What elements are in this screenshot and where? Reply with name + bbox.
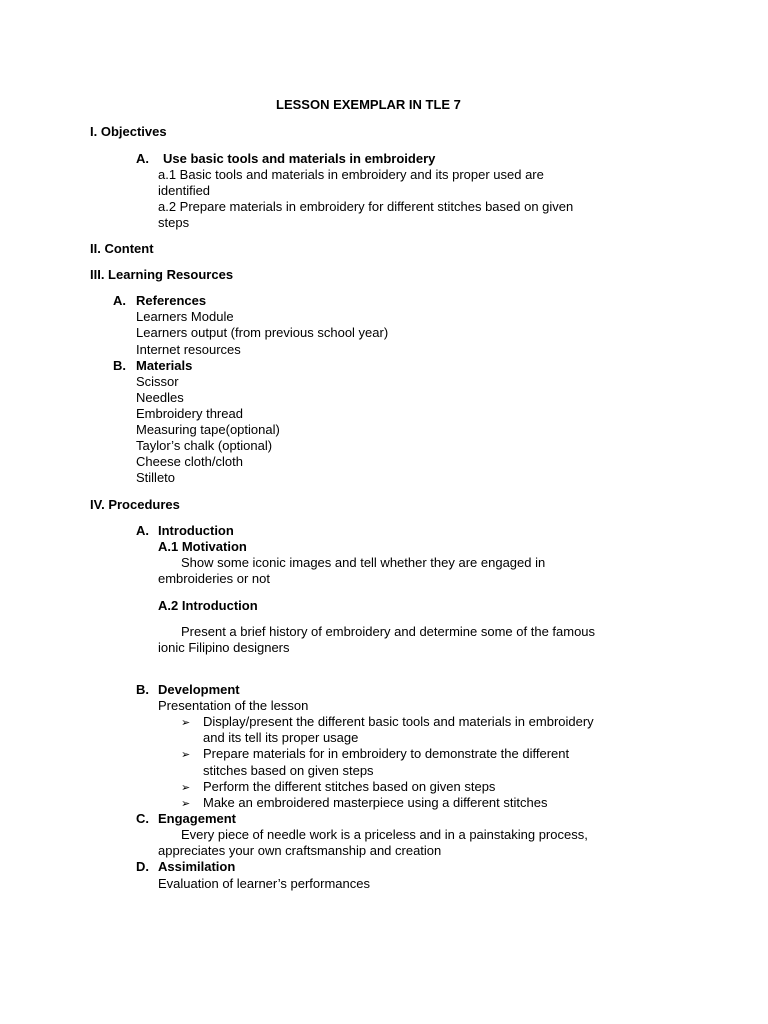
objective-a-label: A. — [136, 151, 149, 166]
materials-label: B. — [113, 358, 126, 373]
section-objectives-heading: I. Objectives — [90, 124, 167, 139]
objective-a1-line2: identified — [158, 183, 211, 198]
introduction-title: Introduction — [158, 523, 234, 538]
arrow-bullet-icon: ➢ — [181, 749, 191, 761]
materials-title: Materials — [136, 358, 193, 373]
development-bullet-4: Make an embroidered masterpiece using a different stitches — [203, 795, 548, 810]
introduction-label: A. — [136, 523, 149, 538]
objective-a2-line2: steps — [158, 215, 190, 230]
arrow-bullet-icon: ➢ — [181, 798, 191, 810]
material-item: Needles — [136, 390, 184, 405]
intro-line2: ionic Filipino designers — [158, 640, 290, 655]
intro-subsection-title: A.2 Introduction — [158, 598, 258, 613]
development-subtitle: Presentation of the lesson — [158, 698, 309, 713]
material-item: Cheese cloth/cloth — [136, 454, 243, 469]
section-content-heading: II. Content — [90, 241, 154, 256]
arrow-bullet-icon: ➢ — [181, 717, 191, 729]
assimilation-line1: Evaluation of learner’s performances — [158, 876, 370, 891]
intro-line1: Present a brief history of embroidery and determine some of the famous — [181, 624, 596, 639]
document-title: LESSON EXEMPLAR IN TLE 7 — [276, 97, 461, 112]
material-item: Scissor — [136, 374, 179, 389]
assimilation-title: Assimilation — [158, 859, 236, 874]
engagement-label: C. — [136, 811, 149, 826]
development-bullet-2-line2: stitches based on given steps — [203, 763, 374, 778]
reference-item: Learners output (from previous school year) — [136, 325, 389, 340]
engagement-title: Engagement — [158, 811, 237, 826]
development-title: Development — [158, 682, 240, 697]
development-bullet-1-line2: and its tell its proper usage — [203, 730, 359, 745]
motivation-title: A.1 Motivation — [158, 539, 247, 554]
objective-a1-line1: a.1 Basic tools and materials in embroidery and its proper used are — [158, 167, 544, 182]
motivation-line1: Show some iconic images and tell whether they are engaged in — [181, 555, 546, 570]
development-bullet-1-line1: Display/present the different basic tools and materials in embroidery — [203, 714, 594, 729]
assimilation-label: D. — [136, 859, 149, 874]
material-item: Taylor’s chalk (optional) — [136, 438, 273, 453]
development-label: B. — [136, 682, 149, 697]
section-learning-resources-heading: III. Learning Resources — [90, 267, 234, 282]
material-item: Measuring tape(optional) — [136, 422, 280, 437]
reference-item: Internet resources — [136, 342, 241, 357]
reference-item: Learners Module — [136, 309, 234, 324]
engagement-line1: Every piece of needle work is a priceless and in a painstaking process, — [181, 827, 588, 842]
material-item: Stilleto — [136, 470, 176, 485]
development-bullet-2-line1: Prepare materials for in embroidery to demonstrate the different — [203, 746, 570, 761]
arrow-bullet-icon: ➢ — [181, 782, 191, 794]
objective-a-title: Use basic tools and materials in embroidery — [163, 151, 436, 166]
references-title: References — [136, 293, 207, 308]
development-bullet-3: Perform the different stitches based on given steps — [203, 779, 496, 794]
motivation-line2: embroideries or not — [158, 571, 270, 586]
references-label: A. — [113, 293, 126, 308]
material-item: Embroidery thread — [136, 406, 243, 421]
section-procedures-heading: IV. Procedures — [90, 497, 180, 512]
objective-a2-line1: a.2 Prepare materials in embroidery for different stitches based on given — [158, 199, 574, 214]
engagement-line2: appreciates your own craftsmanship and creation — [158, 843, 442, 858]
